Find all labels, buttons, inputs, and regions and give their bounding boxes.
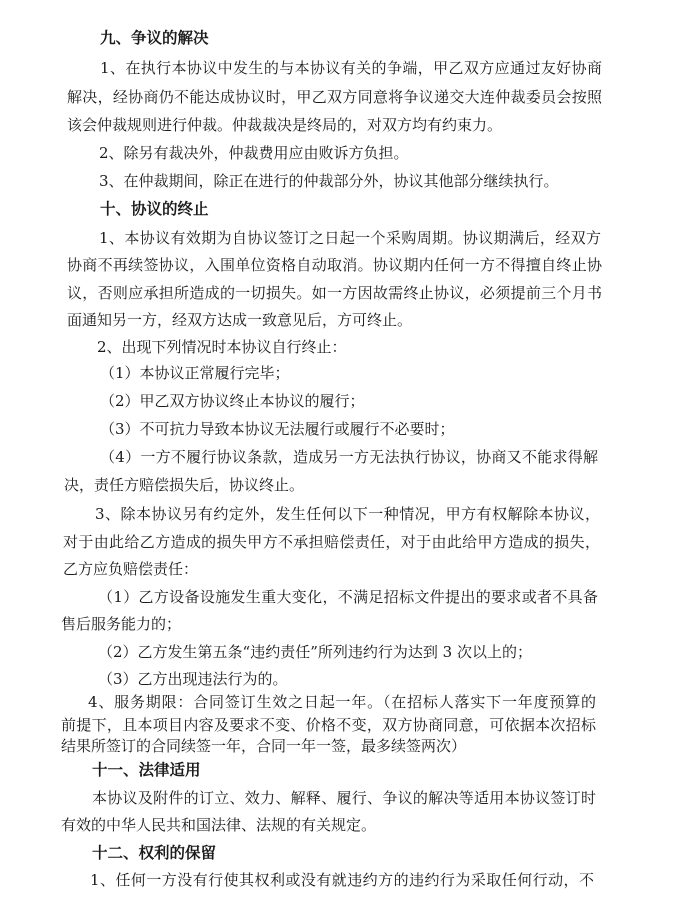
paragraph-line: 3、在仲裁期间，除正在进行的仲裁部分外，协议其他部分继续执行。 — [99, 172, 559, 190]
paragraph-line: 乙方应负赔偿责任： — [63, 560, 199, 578]
list-item: 决，责任方赔偿损失后，协议终止。 — [64, 476, 305, 494]
list-item: （1）乙方设备设施发生重大变化，不满足招标文件提出的要求或者不具备 — [98, 588, 598, 606]
paragraph-line: 1、任何一方没有行使其权利或没有就违约方的违约行为采取任何行动，不 — [90, 871, 594, 889]
paragraph-line: 4、服务期限：合同签订生效之日起一年。（在招标人落实下一年度预算的 — [88, 693, 596, 711]
paragraph-line: 前提下，且本项目内容及要求不变、价格不变，双方协商同意，可依据本次招标 — [61, 716, 596, 734]
paragraph-line: 3、除本协议另有约定外，发生任何以下一种情况，甲方有权解除本协议， — [95, 505, 600, 523]
paragraph-line: 1、本协议有效期为自协议签订之日起一个采购周期。协议期满后，经双方 — [99, 229, 601, 247]
list-item: 售后服务能力的； — [61, 615, 182, 633]
section-11-heading: 十一、法律适用 — [92, 760, 201, 779]
paragraph-line: 解决，经协商仍不能达成协议时，甲乙双方同意将争议递交大连仲裁委员会按照 — [67, 88, 602, 106]
paragraph-line: 该会仲裁规则进行仲裁。仲裁裁决是终局的，对双方均有约束力。 — [67, 116, 503, 134]
paragraph-line: 2、除另有裁决外，仲裁费用应由败诉方负担。 — [99, 144, 409, 162]
paragraph-line: 协商不再续签协议，入围单位资格自动取消。协议期内任何一方不得擅自终止协 — [67, 256, 602, 274]
list-item: （3）不可抗力导致本协议无法履行或履行不必要时； — [100, 420, 455, 438]
list-item: （3）乙方出现违法行为的。 — [98, 670, 288, 688]
paragraph-line: 本协议及附件的订立、效力、解释、履行、争议的解决等适用本协议签订时 — [92, 789, 596, 807]
section-10-heading: 十、协议的终止 — [100, 199, 209, 218]
paragraph-line: 1、在执行本协议中发生的与本协议有关的争端，甲乙双方应通过友好协商 — [100, 59, 602, 77]
paragraph-line: 结果所签订的合同续签一年，合同一年一签，最多续签两次） — [61, 737, 467, 755]
section-12-heading: 十二、权利的保留 — [92, 843, 217, 862]
paragraph-line: 2、出现下列情况时本协议自行终止： — [97, 338, 347, 356]
paragraph-line: 面通知另一方，经双方达成一致意见后，方可终止。 — [67, 311, 413, 329]
list-item: （4）一方不履行协议条款，造成另一方无法执行协议，协商又不能求得解 — [100, 448, 598, 466]
paragraph-line: 对于由此给乙方造成的损失甲方不承担赔偿责任，对于由此给甲方造成的损失， — [63, 533, 600, 551]
list-item: （1）本协议正常履行完毕； — [100, 364, 290, 382]
list-item: （2）乙方发生第五条“违约责任”所列违约行为达到 3 次以上的； — [98, 643, 532, 661]
paragraph-line: 议，否则应承担所造成的一切损失。如一方因故需终止协议，必须提前三个月书 — [67, 284, 602, 302]
list-item: （2）甲乙双方协议终止本协议的履行； — [100, 392, 365, 410]
paragraph-line: 有效的中华人民共和国法律、法规的有关规定。 — [61, 816, 377, 834]
section-9-heading: 九、争议的解决 — [100, 28, 209, 47]
